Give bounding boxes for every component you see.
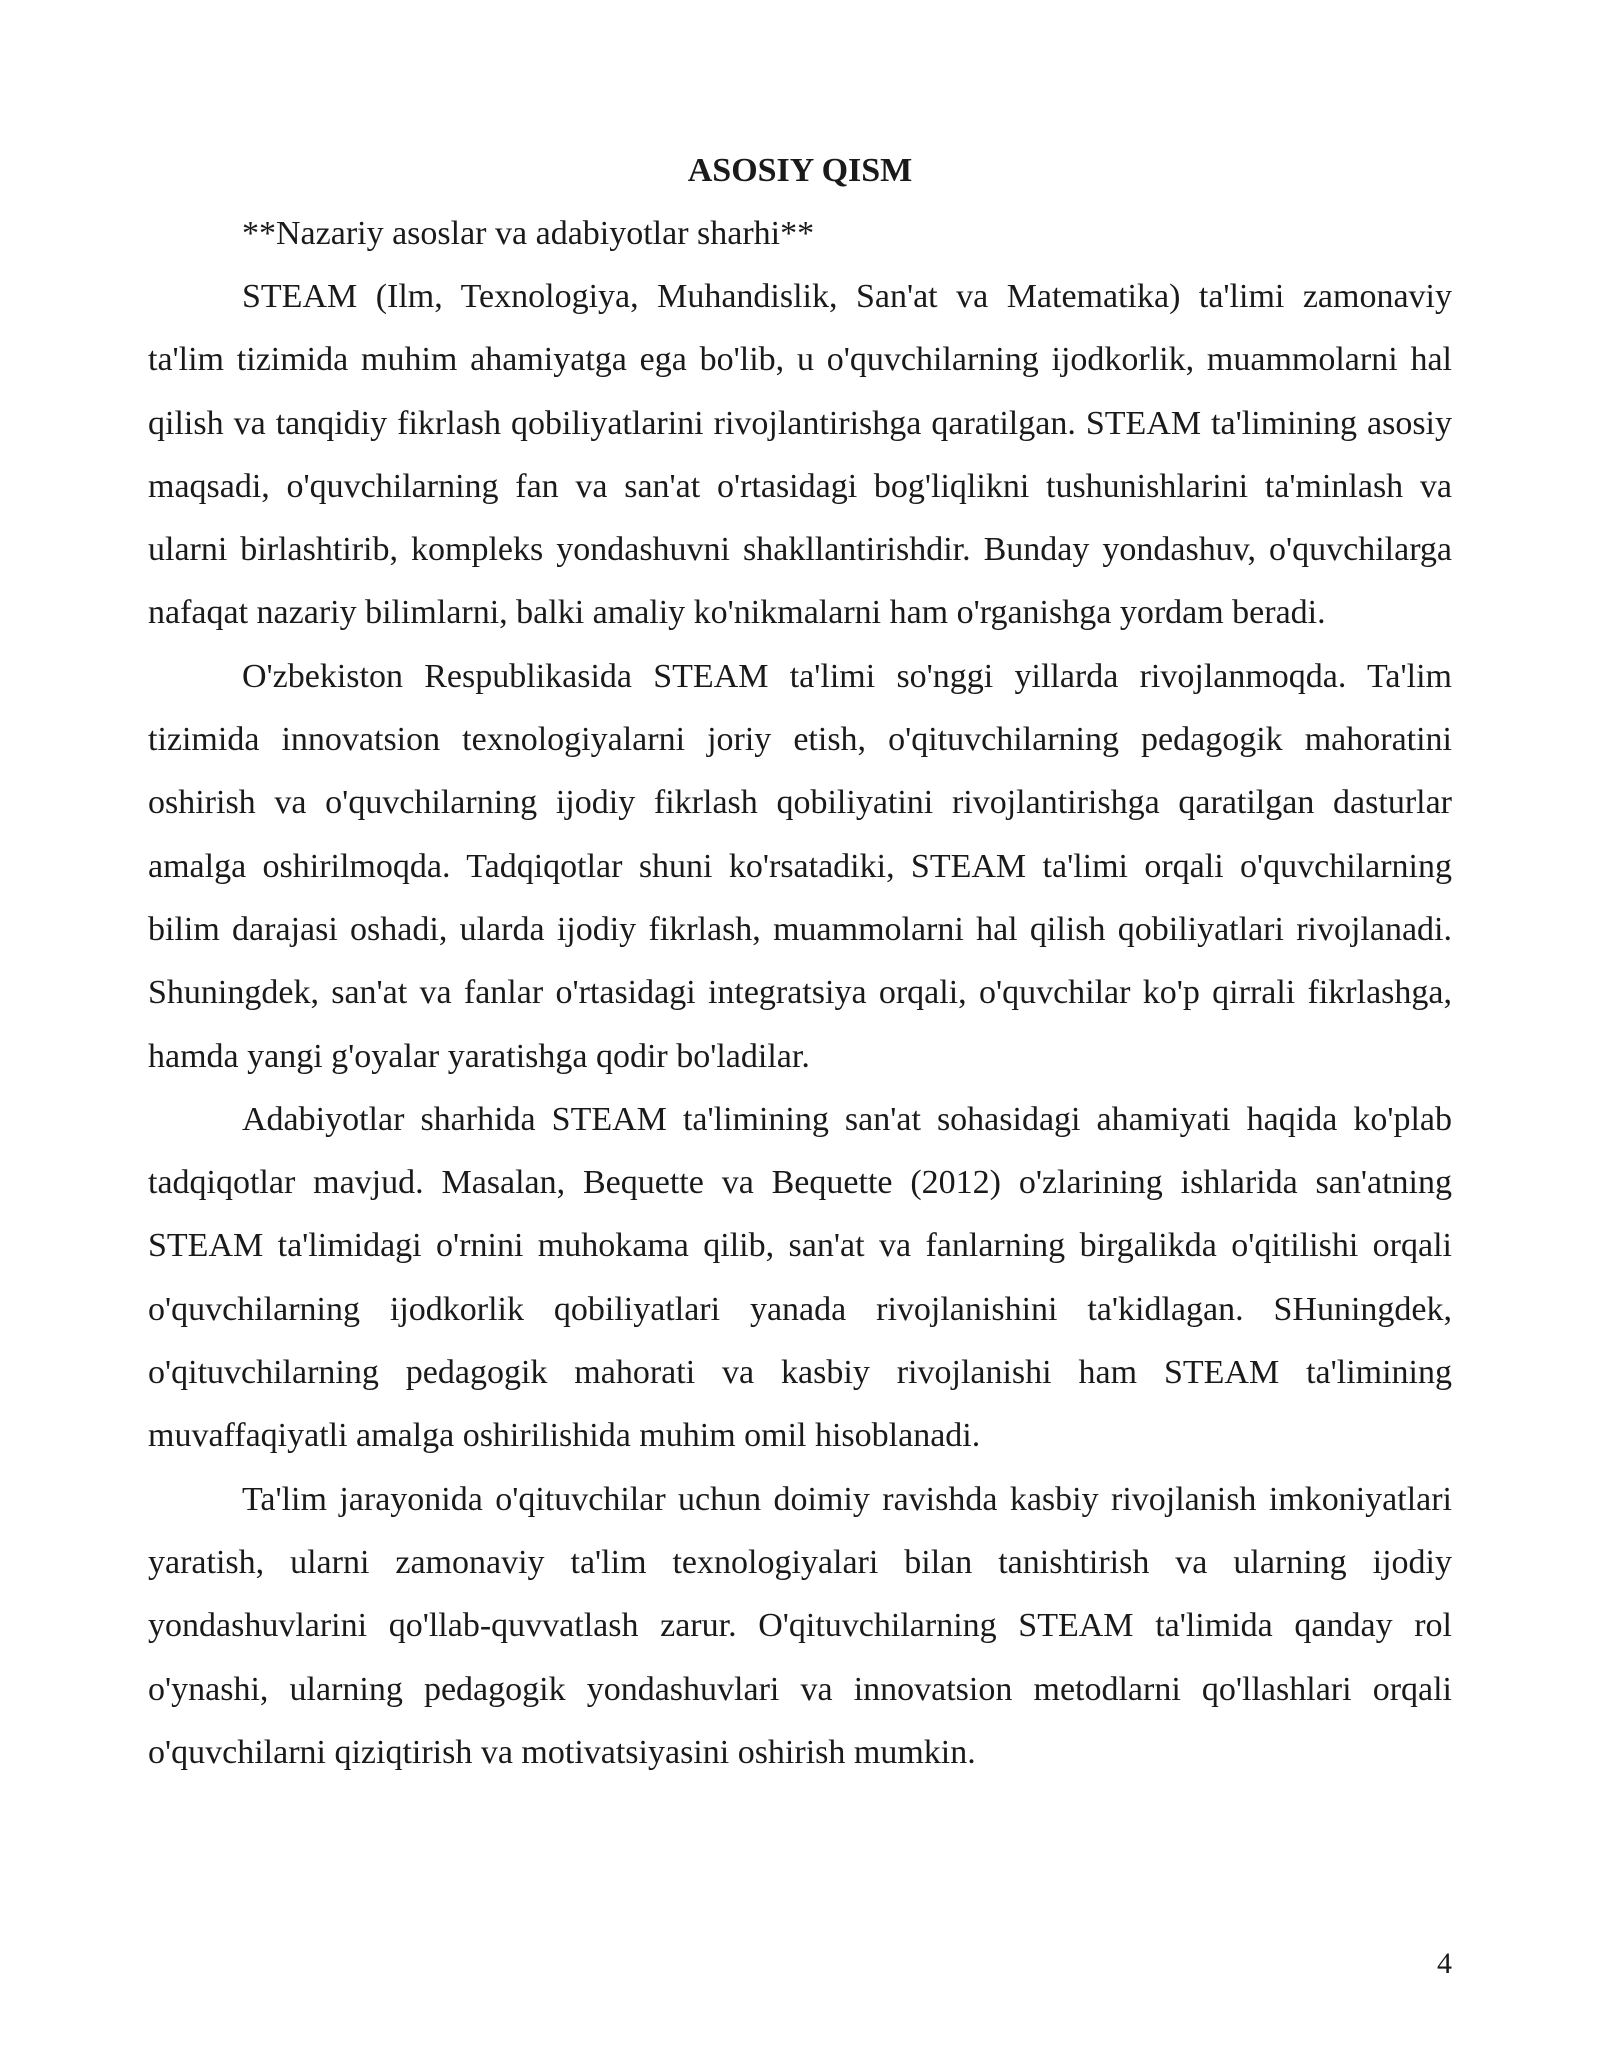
paragraph-2: O'zbekiston Respublikasida STEAM ta'limi so'nggi yillarda rivojlanmoqda. Ta'lim tizimida innovatsion texnologiyalarni joriy etish, o'qituvchilarning pedagogik mahoratini oshirish va o'quvchilarning ijodiy fikrlash qobiliyatini rivojlantirishga qaratilgan dasturlar amalga oshirilmoqda. Tadqiqotlar shuni ko'rsatadiki, STEAM ta'limi orqali o'quvchilarning bilim darajasi oshadi, ularda ijodiy fikrlash, muammolarni hal qilish qobiliyatlari rivojlanadi. Shuningdek, san'at va fanlar o'rtasidagi integratsiya orqali, o'quvchilar ko'p qirrali fikrlashga, hamda yangi g'oyalar yaratishga qodir bo'ladilar. — [148, 657, 1452, 1075]
subsection-heading: **Nazariy asoslar va adabiyotlar sharhi** — [242, 215, 815, 252]
page-number: 4 — [1437, 1947, 1452, 1980]
section-heading: ASOSIY QISM — [687, 152, 913, 189]
paragraph-4: Ta'lim jarayonida o'qituvchilar uchun doimiy ravishda kasbiy rivojlanish imkoniyatlari yaratish, ularni zamonaviy ta'lim texnologiyalari bilan tanishtirish va ularning ijodiy yondashuvlarini qo'llab-quvvatlash zarur. O'qituvchilarning STEAM ta'limida qanday rol o'ynashi, ularning pedagogik yondashuvlari va innovatsion metodlarni qo'llashlari orqali o'quvchilarni qiziqtirish va motivatsiyasini oshirish mumkin. — [148, 1480, 1452, 1771]
paragraph-3: Adabiyotlar sharhida STEAM ta'limining san'at sohasidagi ahamiyati haqida ko'plab tadqiqotlar mavjud. Masalan, Bequette va Bequette (2012) o'zlarining ishlarida san'atning STEAM ta'limidagi o'rnini muhokama qilib, san'at va fanlarning birgalikda o'qitilishi orqali o'quvchilarning ijodkorlik qobiliyatlari yanada rivojlanishini ta'kidlagan. SHuningdek, o'qituvchilarning pedagogik mahorati va kasbiy rivojlanishi ham STEAM ta'limining muvaffaqiyatli amalga oshirilishida muhim omil hisoblanadi. — [148, 1100, 1452, 1455]
document-page — [148, 140, 1452, 1784]
paragraph-1: STEAM (Ilm, Texnologiya, Muhandislik, San'at va Matematika) ta'limi zamonaviy ta'lim tizimida muhim ahamiyatga ega bo'lib, u o'quvchilarning ijodkorlik, muammolarni hal qilish va tanqidiy fikrlash qobiliyatlarini rivojlantirishga qaratilgan. STEAM ta'limining asosiy maqsadi, o'quvchilarning fan va san'at o'rtasidagi bog'liqlikni tushunishlarini ta'minlash va ularni birlashtirib, kompleks yondashuvni shakllantirishdir. Bunday yondashuv, o'quvchilarga nafaqat nazariy bilimlarni, balki amaliy ko'nikmalarni ham o'rganishga yordam beradi. — [148, 278, 1452, 632]
